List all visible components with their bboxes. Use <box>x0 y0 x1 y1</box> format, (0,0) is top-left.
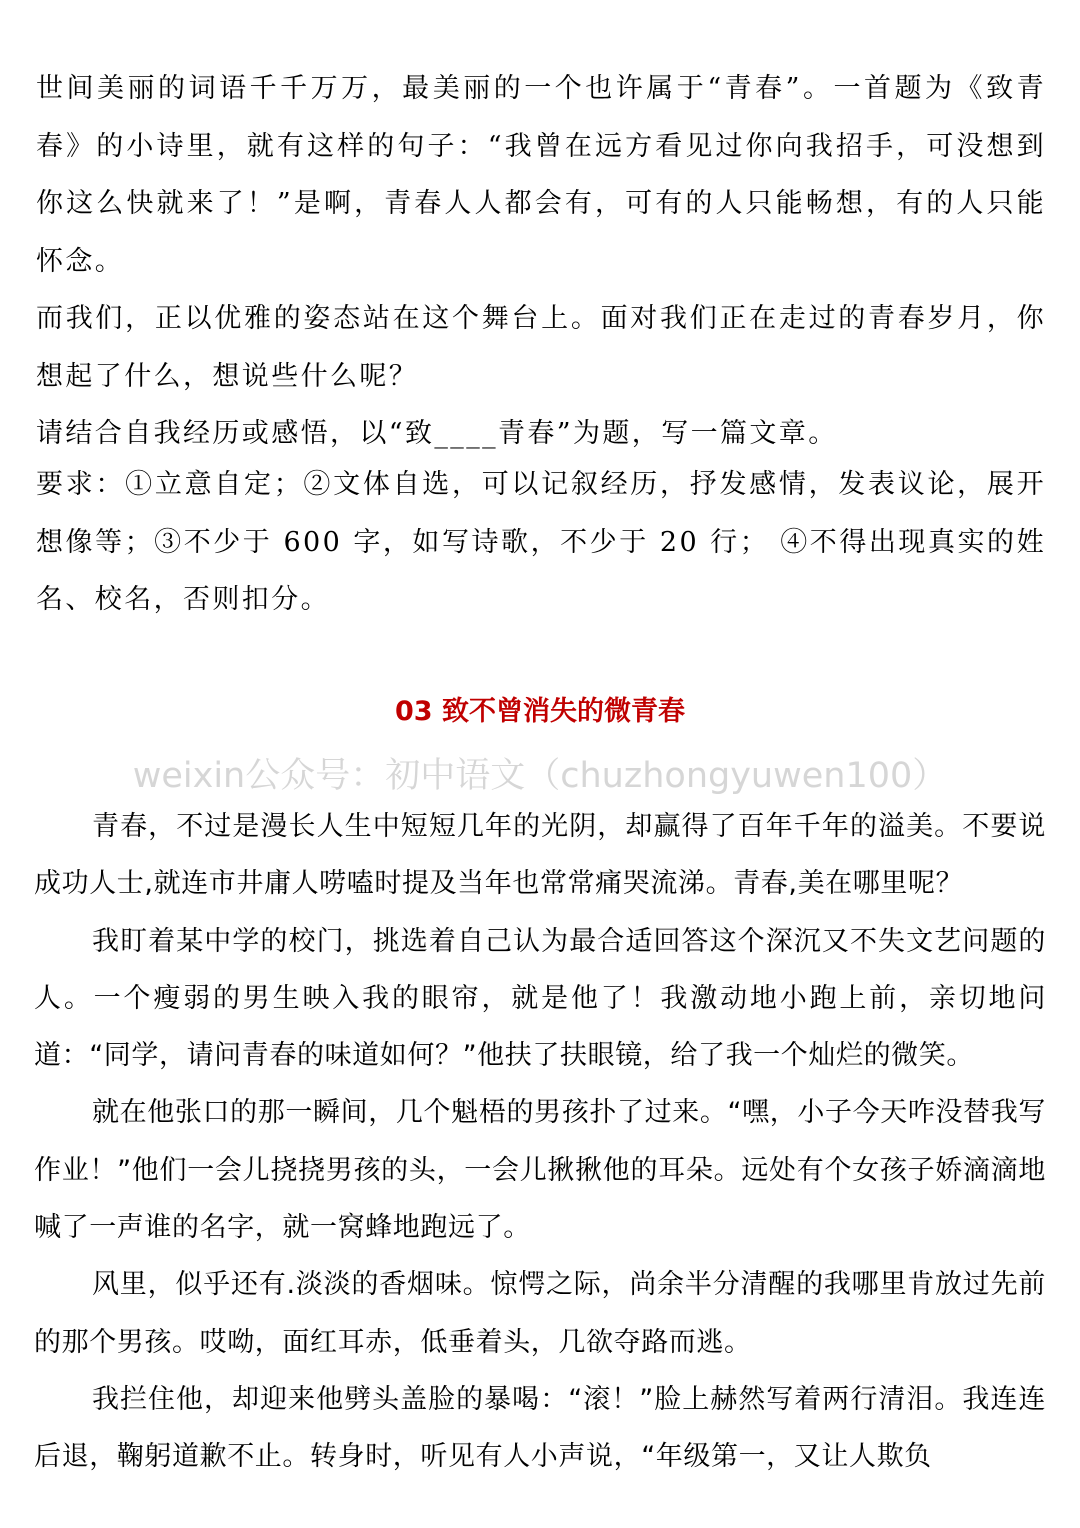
essay-body <box>34 798 1046 1486</box>
writing-prompt <box>36 60 1046 463</box>
essay-paragraph: 风里，似乎还有.淡淡的香烟味。惊愕之际，尚余半分清醒的我哪里肯放过先前的那个男孩。哎呦，面红耳赤，低垂着头，几欲夺路而逃。 <box>34 1269 1046 1358</box>
prompt-paragraph: 而我们，正以优雅的姿态站在这个舞台上。面对我们正在走过的青春岁月，你想起了什么，想说些什么呢？ <box>36 303 1046 392</box>
essay-title: 03 致不曾消失的微青春 <box>395 696 685 727</box>
prompt-paragraph: 请结合自我经历或感悟，以“致____青春”为题，写一篇文章。 <box>36 418 838 449</box>
requirements-text: 要求：①立意自定；②文体自选，可以记叙经历，抒发感情，发表议论，展开想像等；③不少于 600 字，如写诗歌，不少于 20 行； ④不得出现真实的姓名、校名，否则扣分。 <box>36 469 1046 615</box>
essay-paragraph: 我拦住他，却迎来他劈头盖脸的暴喝：“滚！”脸上赫然写着两行清泪。我连连后退，鞠躬道歉不止。转身时，听见有人小声说，“年级第一，又让人欺负 <box>34 1383 1046 1473</box>
prompt-paragraph: 世间美丽的词语千千万万，最美丽的一个也许属于“青春”。一首题为《致青春》的小诗里，就有这样的句子：“我曾在远方看见过你向我招手，可没想到你这么快就来了！”是啊，青春人人都会有，可有的人只能畅想，有的人只能怀念。 <box>36 73 1046 277</box>
essay-paragraph: 我盯着某中学的校门，挑选着自己认为最合适回答这个深沉又不失文艺问题的人。一个瘦弱的男生映入我的眼帘，就是他了！我激动地小跑上前，亲切地问道：“同学，请问青春的味道如何？”他扶了扶眼镜，给了我一个灿烂的微笑。 <box>34 925 1046 1072</box>
essay-paragraph: 青春，不过是漫长人生中短短几年的光阴，却赢得了百年千年的溢美。不要说成功人士,就连市井庸人唠嗑时提及当年也常常痛哭流涕。青春,美在哪里呢？ <box>34 811 1046 900</box>
essay-paragraph: 就在他张口的那一瞬间，几个魁梧的男孩扑了过来。“嘿，小子今天咋没替我写作业！”他们一会儿挠挠男孩的头，一会儿揪揪他的耳朵。远处有个女孩子娇滴滴地喊了一声谁的名字，就一窝蜂地跑远了。 <box>34 1097 1046 1244</box>
watermark: weixin公众号：初中语文（chuzhongyuwen100） <box>132 756 948 796</box>
prompt-requirements <box>36 456 1046 629</box>
